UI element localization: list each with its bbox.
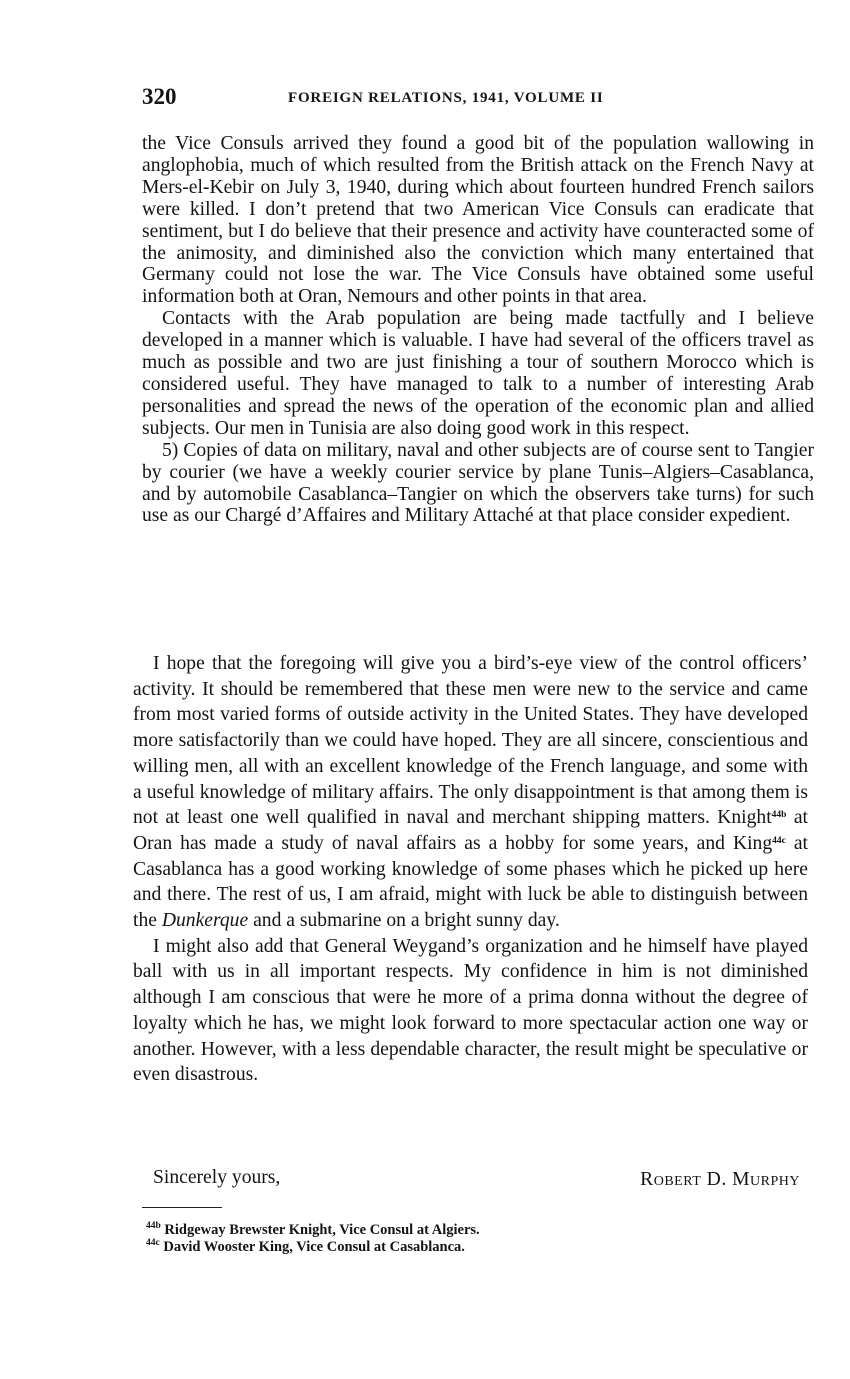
page-number: 320	[142, 84, 177, 109]
footnote-44c	[146, 1239, 806, 1256]
footnote-marker: 44c	[146, 1238, 160, 1248]
footnote-marker: 44b	[146, 1221, 161, 1231]
footnote-divider	[142, 1207, 222, 1208]
running-head: FOREIGN RELATIONS, 1941, VOLUME II	[288, 90, 604, 106]
paragraph-vice-consuls: the Vice Consuls arrived they found a good bit of the population wallowing in anglophobia, much of which resulted from the British attack on the French Navy at Mers-el-Kebir on July 3, 1940, during which about fourteen hundred French sailors were killed. I don’t pretend that two American Vice Consuls can eradicate that sentiment, but I do believe that their presence and activity have counteracted some of the animosity, and diminished also the conviction which many entertained that Germany could not lose the war. The Vice Consuls have obtained some useful information both at Oran, Nemours and other points in that area.	[142, 133, 814, 308]
dense-text-block	[142, 133, 814, 527]
footnote-ref-44b: 44b	[771, 810, 787, 821]
salutation: Sincerely yours,	[153, 1167, 281, 1188]
body-text: at Casablanca has a good working knowledge of some phases which he picked up here and there. The rest of us, I am afraid, might with luck be able to distinguish between the	[133, 832, 808, 932]
footnote-44b	[146, 1222, 806, 1239]
paragraph-arab-contacts: Contacts with the Arab population are being made tactfully and I believe developed in a manner which is valuable. I have had several of the officers travel as much as possible and two are just finishing a tour of southern Morocco which is considered useful. They have managed to talk to a number of interesting Arab personalities and spread the news of the operation of the economic plan and allied subjects. Our men in Tunisia are also doing good work in this respect.	[142, 308, 814, 439]
footnote-text: Ridgeway Brewster Knight, Vice Consul at Algiers.	[160, 1222, 480, 1238]
paragraph-weygand: I might also add that General Weygand’s organization and he himself have played ball with us in all important respects. My confidence in him is not diminished although I am conscious that were he more of a prima donna without the degree of loyalty which he has, we might look forward to more spectacular action one way or another. However, with a less dependable character, the result might be speculative or even disastrous.	[133, 935, 808, 1086]
body-text: at Oran has made a study of naval affairs as a hobby for some years, and King	[133, 807, 808, 854]
footnotes	[146, 1222, 806, 1256]
page-header	[142, 84, 822, 114]
paragraph-data-copies: 5) Copies of data on military, naval and other subjects are of course sent to Tangier by courier (we have a weekly courier service by plane Tunis–Algiers–Casablanca, and by automobile Casablanca–Tangier on which the observers take turns) for such use as our Chargé d’Affaires and Military Attaché at that place consider expedient.	[142, 439, 814, 527]
paragraph-control-officers	[133, 651, 808, 934]
footnote-ref-44c: 44c	[772, 835, 786, 846]
signature: Robert D. Murphy	[640, 1169, 800, 1190]
body-text: I hope that the foregoing will give you a bird’s-eye view of the control officers’ activity. It should be remembered that these men were new to the service and came from most varied forms of outside activity in the United States. They have developed more satisfactorily than we could have hoped. They are all sincere, conscientious and willing men, all with an excellent knowledge of the French language, and some with a useful knowledge of military affairs. The only disappointment is that among them is not at least one well qualified in naval and merchant shipping matters. Knight	[133, 653, 808, 829]
letter-closing	[133, 1167, 808, 1197]
ship-name: Dunkerque	[161, 910, 249, 932]
letter-body	[133, 651, 808, 1088]
footnote-text: David Wooster King, Vice Consul at Casablanca.	[159, 1239, 465, 1255]
body-text: and a submarine on a bright sunny day.	[248, 910, 560, 932]
